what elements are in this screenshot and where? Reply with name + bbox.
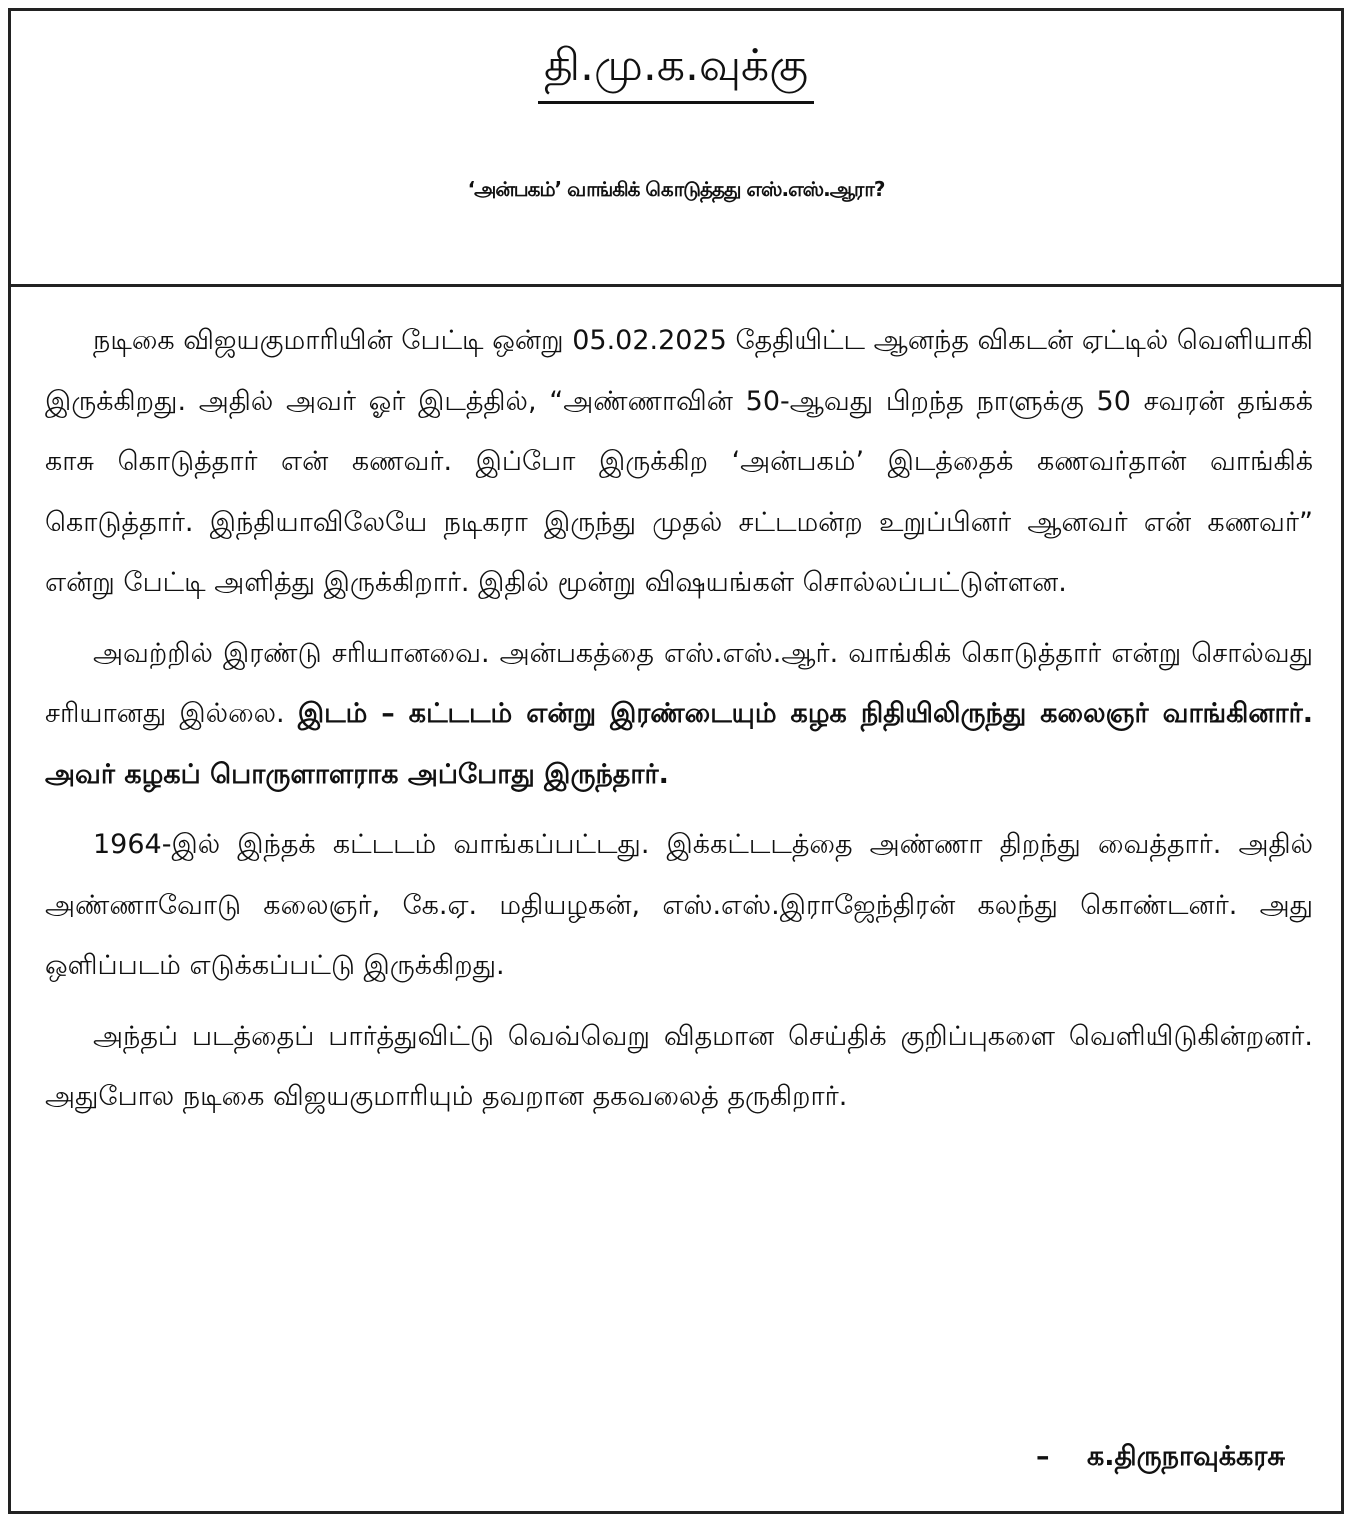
- article-body: [45, 311, 1313, 1138]
- kicker-text: தி.மு.க.வுக்கு: [538, 37, 814, 104]
- paragraph-4-text: அந்தப் படத்தைப் பார்த்துவிட்டு வெவ்வெறு விதமான செய்திக் குறிப்புகளை வெளியிடுகின்றனர். அதுபோல நடிகை விஜயகுமாரியும் தவறான தகவலைத் தருகிறார்.: [45, 1020, 1313, 1112]
- signature-dash: –: [1036, 1441, 1050, 1472]
- paragraph-2: [45, 624, 1313, 806]
- paragraph-1-text: நடிகை விஜயகுமாரியின் பேட்டி ஒன்று 05.02.2025 தேதியிட்ட ஆனந்த விகடன் ஏட்டில் வெளியாகி இருக்கிறது. அதில் அவர் ஓர் இடத்தில், “அண்ணாவின் 50-ஆவது பிறந்த நாளுக்கு 50 சவரன் தங்கக் காசு கொடுத்தார் என் கணவர். இப்போ இருக்கிற ‘அன்பகம்’ இடத்தைக் கணவர்தான் வாங்கிக் கொடுத்தார். இந்தியாவிலேயே நடிகரா இருந்து முதல் சட்டமன்ற உறுப்பினர் ஆனவர் என் கணவர்” என்று பேட்டி அளித்து இருக்கிறார். இதில் மூன்று விஷயங்கள் சொல்லப்பட்டுள்ளன.: [45, 325, 1313, 598]
- article-header: [11, 11, 1341, 287]
- paragraph-3-text: 1964-இல் இந்தக் கட்டடம் வாங்கப்பட்டது. இக்கட்டடத்தை அண்ணா திறந்து வைத்தார். அதில் அண்ணாவோடு கலைஞர், கே.ஏ. மதியழகன், எஸ்.எஸ்.இராஜேந்திரன் கலந்து கொண்டனர். அது ஒளிப்படம் எடுக்கப்பட்டு இருக்கிறது.: [45, 829, 1313, 981]
- article-kicker: [11, 37, 1341, 104]
- article-headline: ‘அன்பகம்’ வாங்கிக் கொடுத்தது எஸ்.எஸ்.ஆரா?: [467, 177, 885, 201]
- paragraph-2-bold-text: இடம் – கட்டடம் என்று இரண்டையும் கழக நிதியிலிருந்து கலைஞர் வாங்கினார். அவர் கழகப் பொருளாளராக அப்போது இருந்தார்.: [45, 698, 1313, 790]
- paragraph-3: [45, 815, 1313, 997]
- article-signature: [1036, 1427, 1285, 1487]
- paragraph-4: [45, 1007, 1313, 1128]
- signature-author: க.திருநாவுக்கரசு: [1086, 1441, 1285, 1472]
- article-frame: [8, 8, 1344, 1514]
- paragraph-1: [45, 311, 1313, 614]
- paragraph-2-text: அவற்றில் இரண்டு சரியானவை. அன்பகத்தை எஸ்.எஸ்.ஆர். வாங்கிக் கொடுத்தார் என்று சொல்வது சரியானது இல்லை.: [45, 637, 1313, 729]
